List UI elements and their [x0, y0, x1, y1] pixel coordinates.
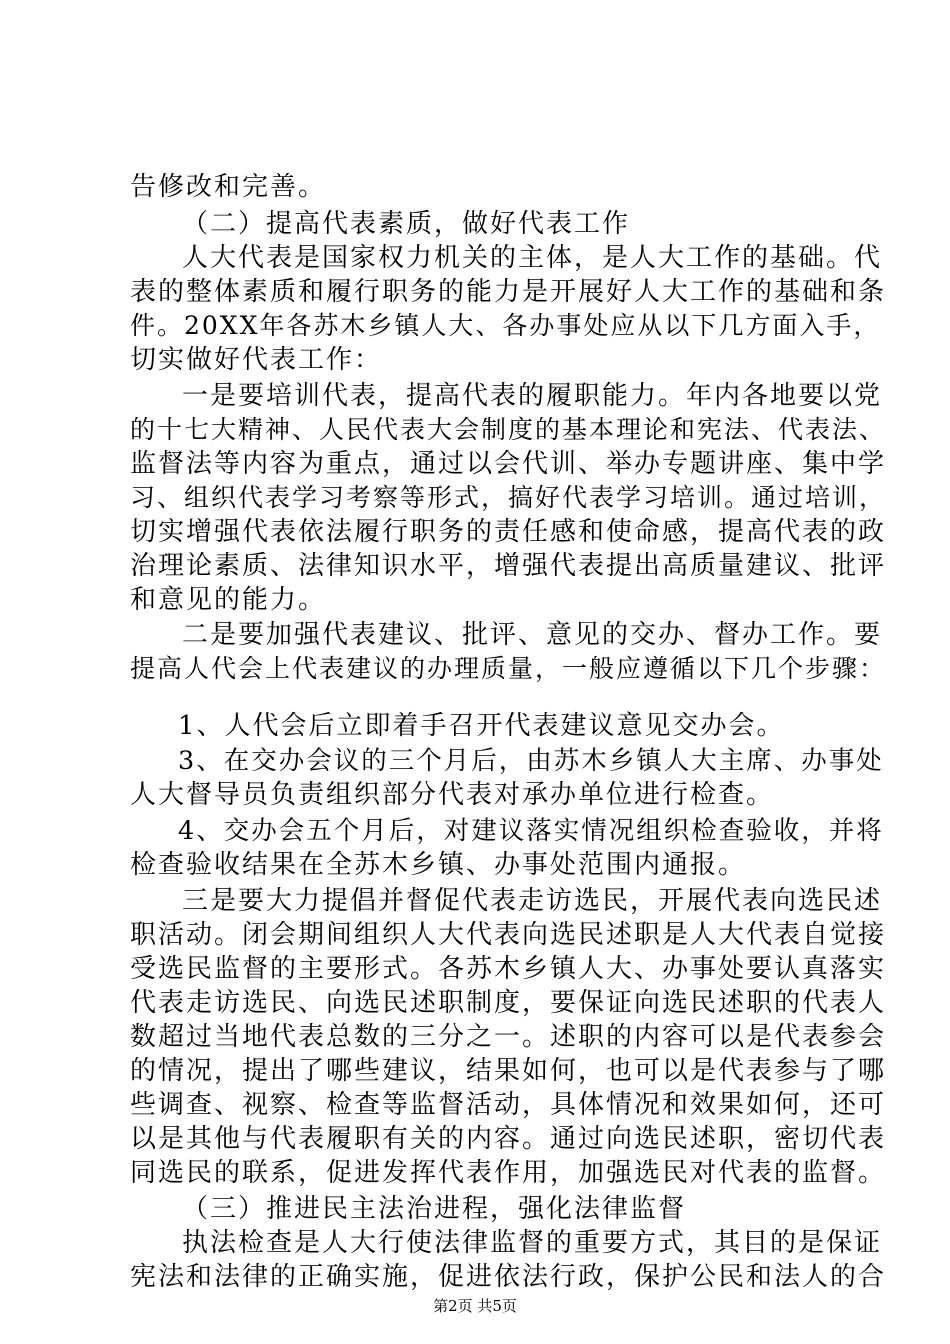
text-line: 人大督导员负责组织部分代表对承办单位进行检查。: [130, 780, 775, 810]
text-line: 代表走访选民、向选民述职制度，要保证向选民述职的代表人: [130, 988, 887, 1018]
text-line: 的十七大精神、人民代表大会制度的基本理论和宪法、代表法、: [130, 415, 887, 444]
text-line: 职活动。闭会期间组织人大代表向选民述职是人大代表自觉接: [130, 920, 887, 950]
text-line: 治理论素质、法律知识水平，增强代表提出高质量建议、批评: [130, 551, 887, 581]
page-number-footer: 第2页 共5页: [433, 1297, 517, 1315]
text-line: 检查验收结果在全苏木乡镇、办事处范围内通报。: [130, 850, 747, 880]
list-item: 1、人代会后立即着手召开代表建议意见交办会。: [178, 711, 785, 741]
text-line: 告修改和完善。: [130, 172, 327, 202]
text-line: 二是要加强代表建议、批评、意见的交办、督办工作。要: [182, 620, 883, 650]
text-line: 以是其他与代表履职有关的内容。通过向选民述职，密切代表: [130, 1124, 887, 1154]
text-line: 提高人代会上代表建议的办理质量，一般应遵循以下几个步骤：: [130, 654, 887, 683]
section-heading: （三）推进民主法治进程，强化法律监督: [182, 1194, 687, 1224]
text-line: 一是要培训代表，提高代表的履职能力。年内各地要以党: [182, 381, 883, 411]
text-line: 件。20XX年各苏木乡镇人大、各办事处应从以下几方面入手，: [130, 311, 881, 340]
text-line: 三是要大力提倡并督促代表走访选民，开展代表向选民述: [182, 886, 883, 916]
text-line: 些调查、视察、检查等监督活动，具体情况和效果如何，还可: [130, 1090, 887, 1120]
text-line: 宪法和法律的正确实施，促进依法行政，保护公民和法人的合: [130, 1262, 887, 1292]
text-line: 切实增强代表依法履行职务的责任感和使命感，提高代表的政: [130, 517, 887, 547]
section-heading: （二）提高代表素质，做好代表工作: [182, 209, 631, 239]
text-line: 习、组织代表学习考察等形式，搞好代表学习培训。通过培训，: [130, 483, 887, 512]
text-line: 监督法等内容为重点，通过以会代训、举办专题讲座、集中学: [130, 449, 887, 479]
text-line: 受选民监督的主要形式。各苏木乡镇人大、办事处要认真落实: [130, 954, 887, 984]
text-line: 执法检查是人大行使法律监督的重要方式，其目的是保证: [182, 1228, 883, 1258]
list-item: 4、交办会五个月后，对建议落实情况组织检查验收，并将: [178, 816, 884, 846]
text-line: 同选民的联系，促进发挥代表作用，加强选民对代表的监督。: [130, 1158, 887, 1188]
list-item: 3、在交办会议的三个月后，由苏木乡镇人大主席、办事处: [178, 746, 884, 776]
text-line: 人大代表是国家权力机关的主体，是人大工作的基础。代: [182, 243, 883, 273]
text-line: 表的整体素质和履行职务的能力是开展好人大工作的基础和条: [130, 277, 887, 307]
text-line: 的情况，提出了哪些建议，结果如何，也可以是代表参与了哪: [130, 1056, 887, 1086]
text-line: 和意见的能力。: [130, 585, 327, 615]
text-line: 切实做好代表工作：: [130, 345, 383, 375]
text-line: 数超过当地代表总数的三分之一。述职的内容可以是代表参会: [130, 1022, 887, 1052]
